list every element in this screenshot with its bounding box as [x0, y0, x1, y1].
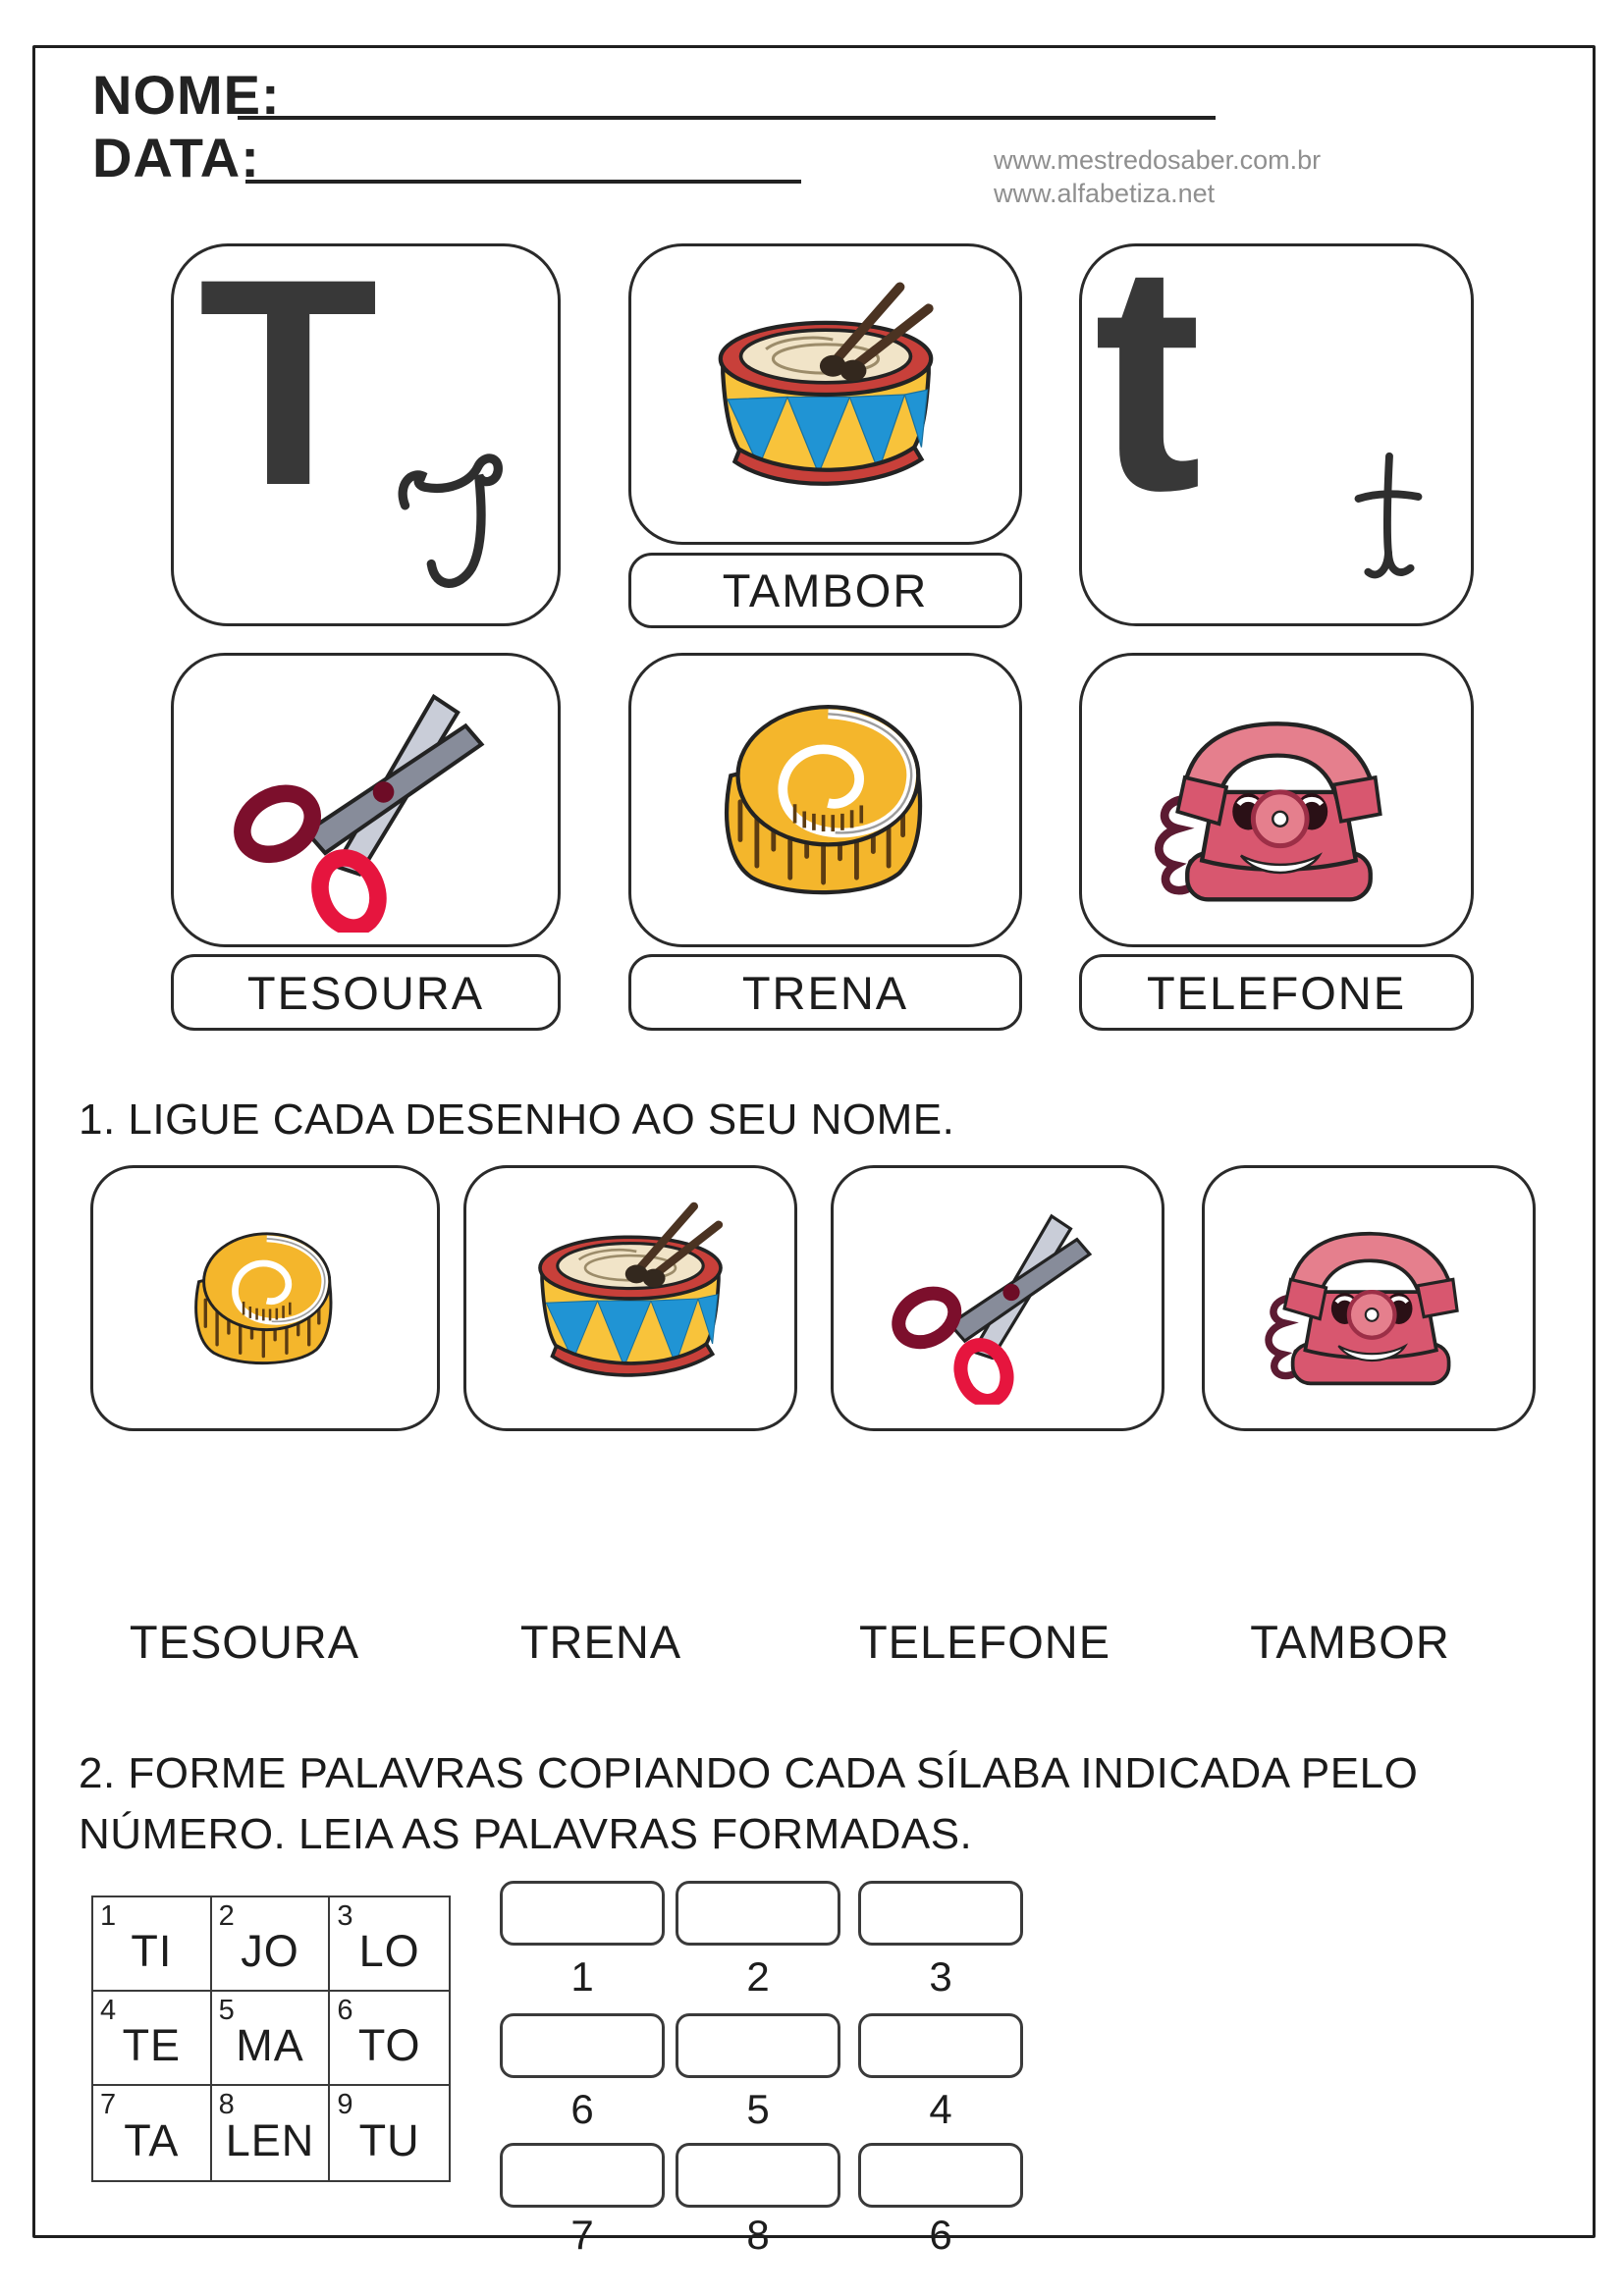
cell-number: 5	[218, 1995, 235, 2026]
match-card-trena[interactable]	[90, 1165, 440, 1431]
answer-box-3[interactable]	[858, 1881, 1023, 1946]
answer-box-6[interactable]	[858, 2013, 1023, 2078]
syllable-cell-6	[330, 1992, 449, 2086]
tape-measure-image	[695, 690, 956, 910]
cursive-lowercase-t-icon	[1343, 443, 1434, 612]
card-drum-picture	[628, 243, 1022, 545]
label-trena-text: TRENA	[741, 966, 909, 1019]
answer-number: 6	[570, 2086, 594, 2132]
answer-box-5[interactable]	[676, 2013, 840, 2078]
date-input-line[interactable]	[245, 180, 801, 184]
drum-image	[517, 1196, 743, 1402]
cell-syllable: MA	[236, 2020, 304, 2070]
match-card-tambor[interactable]	[463, 1165, 797, 1431]
cell-syllable: TE	[122, 2020, 182, 2070]
card-lowercase-t	[1079, 195, 1474, 626]
cell-number: 9	[337, 2089, 353, 2120]
label-tambor-text: TAMBOR	[722, 564, 929, 616]
match-card-telefone[interactable]	[1202, 1165, 1536, 1431]
website-line-2: www.alfabetiza.net	[994, 179, 1216, 208]
syllable-table	[91, 1896, 451, 2182]
date-label: DATA:	[92, 127, 260, 188]
lowercase-print-letter: t	[1094, 195, 1202, 558]
activity1-instruction: 1. LIGUE CADA DESENHO AO SEU NOME.	[79, 1095, 955, 1144]
cell-number: 1	[100, 1900, 117, 1932]
cell-syllable: TA	[124, 2115, 180, 2165]
answer-number: 7	[570, 2212, 594, 2258]
card-phone-picture	[1079, 653, 1474, 947]
cell-number: 7	[100, 2089, 117, 2120]
answer-box-7[interactable]	[500, 2143, 665, 2208]
cell-number: 4	[100, 1995, 117, 2026]
website-line-1: www.mestredosaber.com.br	[994, 145, 1322, 175]
syllable-cell-1	[93, 1897, 212, 1992]
scissors-image	[876, 1193, 1119, 1405]
match-word-tesoura[interactable]: TESOURA	[129, 1616, 360, 1668]
drum-image	[694, 275, 957, 514]
label-tambor	[628, 553, 1022, 628]
syllable-cell-4	[93, 1992, 212, 2086]
match-word-trena[interactable]: TRENA	[519, 1616, 682, 1668]
scissors-image	[204, 667, 528, 933]
label-telefone	[1079, 954, 1474, 1031]
answer-box-2[interactable]	[676, 1881, 840, 1946]
activity2-instruction-line2: NÚMERO. LEIA AS PALAVRAS FORMADAS.	[79, 1810, 973, 1858]
syllable-cell-7	[93, 2086, 212, 2180]
syllable-cell-3	[330, 1897, 449, 1992]
answer-number: 5	[746, 2086, 770, 2132]
telephone-image	[1136, 687, 1417, 913]
answer-box-4[interactable]	[500, 2013, 665, 2078]
answer-box-9[interactable]	[858, 2143, 1023, 2208]
label-tesoura	[171, 954, 561, 1031]
match-card-tesoura[interactable]	[831, 1165, 1164, 1431]
cell-syllable: TI	[131, 1926, 173, 1976]
cursive-uppercase-T-icon	[383, 439, 530, 615]
answer-number: 3	[929, 1953, 952, 2000]
card-scissors-picture	[171, 653, 561, 947]
answer-number: 6	[929, 2212, 952, 2258]
match-word-tambor[interactable]: TAMBOR	[1250, 1616, 1450, 1668]
cell-syllable: LO	[358, 1926, 420, 1976]
answer-box-8[interactable]	[676, 2143, 840, 2208]
tape-measure-image	[174, 1222, 356, 1375]
cell-number: 2	[218, 1900, 235, 1932]
cell-syllable: LEN	[225, 2115, 315, 2165]
card-uppercase-T	[171, 217, 561, 626]
syllable-cell-5	[212, 1992, 331, 2086]
answer-box-1[interactable]	[500, 1881, 665, 1946]
cell-syllable: JO	[241, 1926, 299, 1976]
name-input-line[interactable]	[238, 116, 1216, 120]
answer-number: 2	[746, 1953, 770, 2000]
telephone-image	[1249, 1202, 1489, 1395]
uppercase-print-letter: T	[198, 217, 379, 547]
label-trena	[628, 954, 1022, 1031]
cell-syllable: TO	[357, 2020, 421, 2070]
cell-number: 6	[337, 1995, 353, 2026]
syllable-cell-9	[330, 2086, 449, 2180]
name-label: NOME:	[92, 64, 281, 126]
cell-syllable: TU	[358, 2115, 420, 2165]
match-word-telefone[interactable]: TELEFONE	[858, 1616, 1111, 1668]
syllable-cell-2	[212, 1897, 331, 1992]
label-tesoura-text: TESOURA	[246, 966, 485, 1019]
answer-number: 1	[570, 1953, 594, 2000]
answer-number: 8	[746, 2212, 770, 2258]
card-tape-picture	[628, 653, 1022, 947]
label-telefone-text: TELEFONE	[1146, 966, 1407, 1019]
activity2-instruction-line1: 2. FORME PALAVRAS COPIANDO CADA SÍLABA INDICADA PELO	[79, 1749, 1419, 1797]
syllable-cell-8	[212, 2086, 331, 2180]
cell-number: 3	[337, 1900, 353, 1932]
cell-number: 8	[218, 2089, 235, 2120]
answer-number: 4	[929, 2086, 952, 2132]
